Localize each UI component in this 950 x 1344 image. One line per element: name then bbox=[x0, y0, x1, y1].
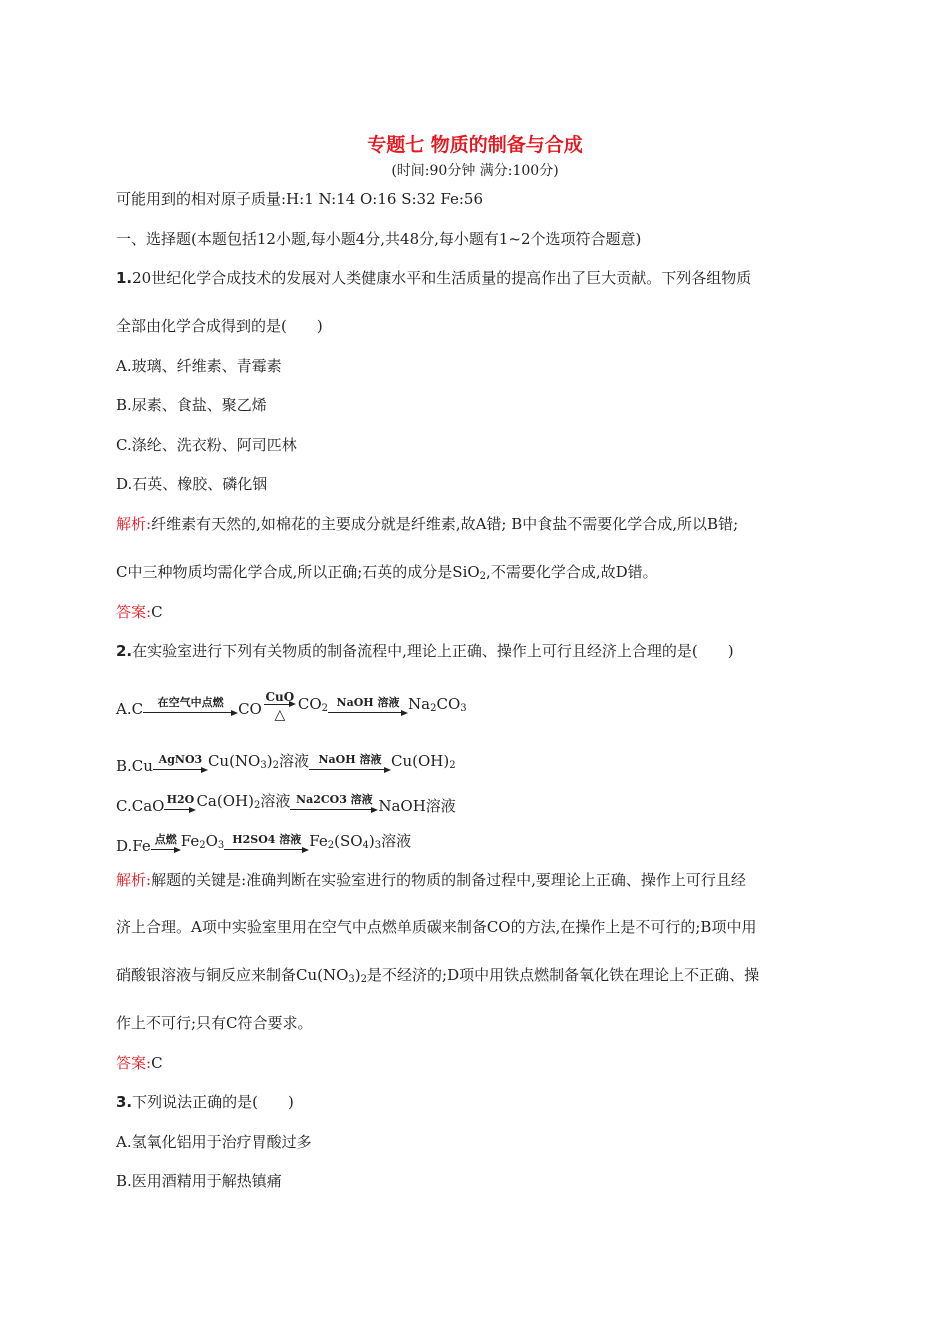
q2-answer: 答案:C bbox=[116, 1054, 163, 1072]
q1-option-c: C.涤纶、洗衣粉、阿司匹林 bbox=[116, 436, 297, 454]
q2-stem: 2.在实验室进行下列有关物质的制备流程中,理论上正确、操作上可行且经济上合理的是( ) bbox=[116, 642, 734, 660]
q1-option-b: B.尿素、食盐、聚乙烯 bbox=[116, 396, 267, 414]
q1-analysis-line2: C中三种物质均需化学合成,所以正确;石英的成分是SiO$_2$,不需要化学合成,故D错。 bbox=[116, 563, 658, 582]
q1-stem-line2: 全部由化学合成得到的是( ) bbox=[116, 317, 323, 335]
atomic-masses: 可能用到的相对原子质量:H:1 N:14 O:16 S:32 Fe:56 bbox=[116, 190, 483, 208]
q2-analysis-line1: 解析:解题的关键是:准确判断在实验室进行的物质的制备过程中,要理论上正确、操作上可行且经 bbox=[116, 871, 746, 889]
q2-answer-label: 答案: bbox=[116, 1054, 152, 1072]
reaction-arrow: AgNO3 bbox=[153, 756, 208, 776]
reaction-arrow: 在空气中点燃 bbox=[143, 699, 238, 719]
q2-option-b: B.Cu AgNO3 $Cu(NO_3)_2$溶液 NaOH 溶液 $Cu(OH)_2$ bbox=[116, 752, 456, 775]
page-subtitle: (时间:90分钟 满分:100分) bbox=[391, 163, 559, 179]
q2-number: 2. bbox=[116, 642, 133, 660]
q1-analysis-line1: 解析:纤维素有天然的,如棉花的主要成分就是纤维素,故A错; B中食盐不需要化学合成,所以B错; bbox=[116, 515, 739, 533]
reaction-arrow: H2SO4 溶液 bbox=[224, 836, 309, 856]
reaction-arrow: NaOH 溶液 bbox=[328, 699, 408, 719]
page-title: 专题七 物质的制备与合成 bbox=[367, 134, 583, 156]
q2-option-d: D.Fe 点燃 $Fe_2O_3$ H2SO4 溶液 $Fe_2(SO_4)_3$溶液 bbox=[116, 832, 412, 855]
reaction-arrow: 点燃 bbox=[151, 836, 181, 856]
reaction-arrow: H2O bbox=[164, 796, 196, 816]
q2-analysis-line3: 硝酸银溶液与铜反应来制备$Cu(NO_3)_2$是不经济的;D项中用铁点燃制备氧化铁在理论上不正确、操 bbox=[116, 966, 760, 985]
q1-answer: 答案:C bbox=[116, 603, 163, 621]
q1-option-d: D.石英、橡胶、磷化铟 bbox=[116, 475, 268, 493]
q1-analysis-label: 解析: bbox=[116, 515, 152, 533]
q1-number: 1. bbox=[116, 269, 133, 287]
q2-analysis-line4: 作上不可行;只有C符合要求。 bbox=[116, 1014, 313, 1032]
q2-analysis-line2: 济上合理。A项中实验室里用在空气中点燃单质碳来制备CO的方法,在操作上是不可行的;B项中用 bbox=[116, 918, 757, 936]
q1-answer-label: 答案: bbox=[116, 603, 152, 621]
q2-analysis-label: 解析: bbox=[116, 871, 152, 889]
q1-option-a: A.玻璃、纤维素、青霉素 bbox=[116, 357, 282, 375]
q3-option-a: A.氢氧化铝用于治疗胃酸过多 bbox=[116, 1133, 312, 1151]
q3-option-b: B.医用酒精用于解热镇痛 bbox=[116, 1172, 282, 1190]
reaction-arrow-heat: CuO △ bbox=[265, 690, 295, 723]
q3-number: 3. bbox=[116, 1093, 133, 1111]
q2-option-a: A.C 在空气中点燃 CO CuO △ $CO_2$ NaOH 溶液 $Na_2CO_3$ bbox=[116, 690, 467, 723]
q3-stem: 3.下列说法正确的是( ) bbox=[116, 1093, 294, 1111]
reaction-arrow: NaOH 溶液 bbox=[309, 756, 391, 776]
q1-stem-line1: 1.20世纪化学合成技术的发展对人类健康水平和生活质量的提高作出了巨大贡献。下列各组物质 bbox=[116, 269, 752, 287]
reaction-arrow: Na2CO3 溶液 bbox=[290, 796, 378, 816]
q2-option-c: C.CaO H2O $Ca(OH)_2$溶液 Na2CO3 溶液 NaOH溶液 bbox=[116, 792, 456, 815]
section-heading: 一、选择题(本题包括12小题,每小题4分,共48分,每小题有1~2个选项符合题意) bbox=[116, 230, 642, 248]
